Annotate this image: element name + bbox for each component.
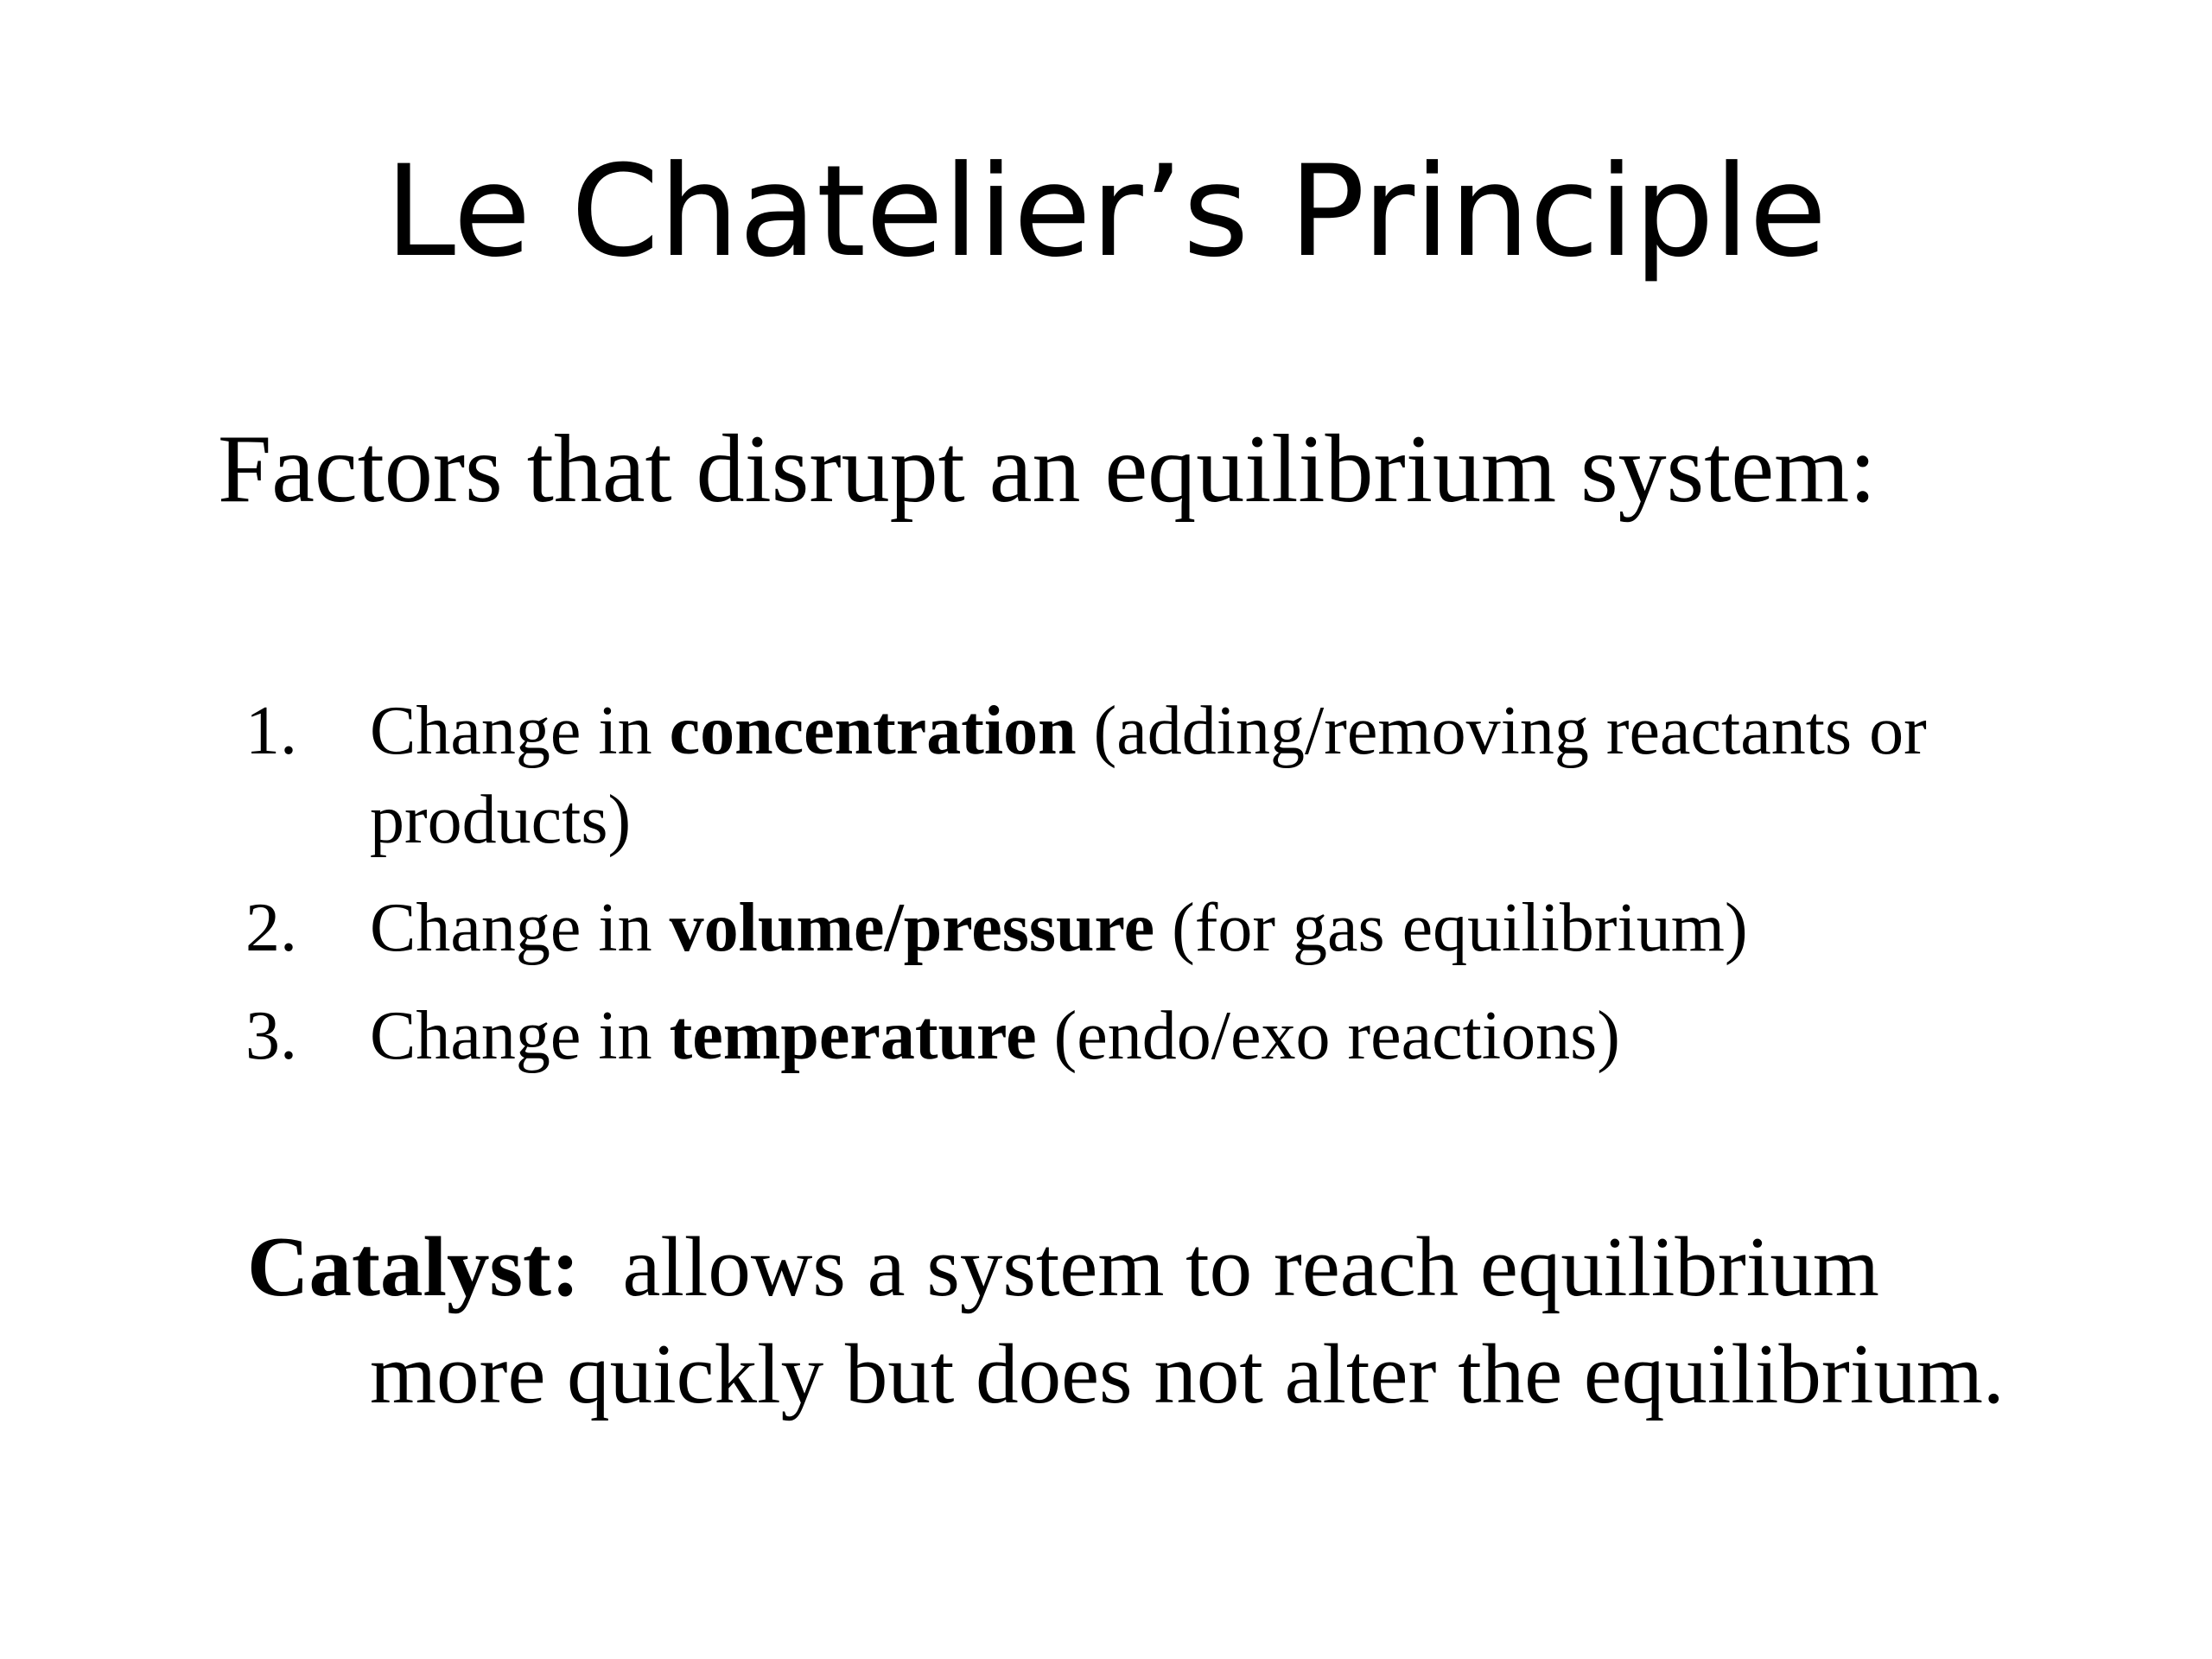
factor-number: 1. [245,693,297,769]
factor-term: temperature [669,998,1037,1074]
factor-term: volume/pressure [669,890,1155,966]
catalyst-line-2: more quickly but does not alter the equilibrium. [370,1327,2005,1421]
factor-item-temperature [0,992,2212,1081]
factor-text [370,687,2063,865]
factor-note: (endo/exo reactions) [1036,998,1620,1074]
factor-number: 2. [245,890,297,966]
factor-item-volume-pressure [0,884,2212,973]
catalyst-definition [247,1214,2122,1428]
factor-text [370,884,2063,973]
factor-prefix: Change in [370,693,670,769]
factor-note: (adding/removing reactants or products) [370,693,1927,858]
factor-number: 3. [245,998,297,1074]
catalyst-line-1: allows a system to reach equilibrium [579,1220,1879,1314]
factor-note: (for gas equilibrium) [1154,890,1748,966]
factor-list [0,687,2212,1100]
slide-subtitle: Factors that disrupt an equilibrium system: [218,416,1877,523]
factor-term: concentration [669,693,1077,769]
factor-item-concentration [0,687,2212,865]
catalyst-term: Catalyst: [247,1220,580,1314]
factor-prefix: Change in [370,890,670,966]
factor-text [370,992,2063,1081]
slide-title: Le Chatelier’s Principle [385,138,1827,285]
factor-prefix: Change in [370,998,670,1074]
